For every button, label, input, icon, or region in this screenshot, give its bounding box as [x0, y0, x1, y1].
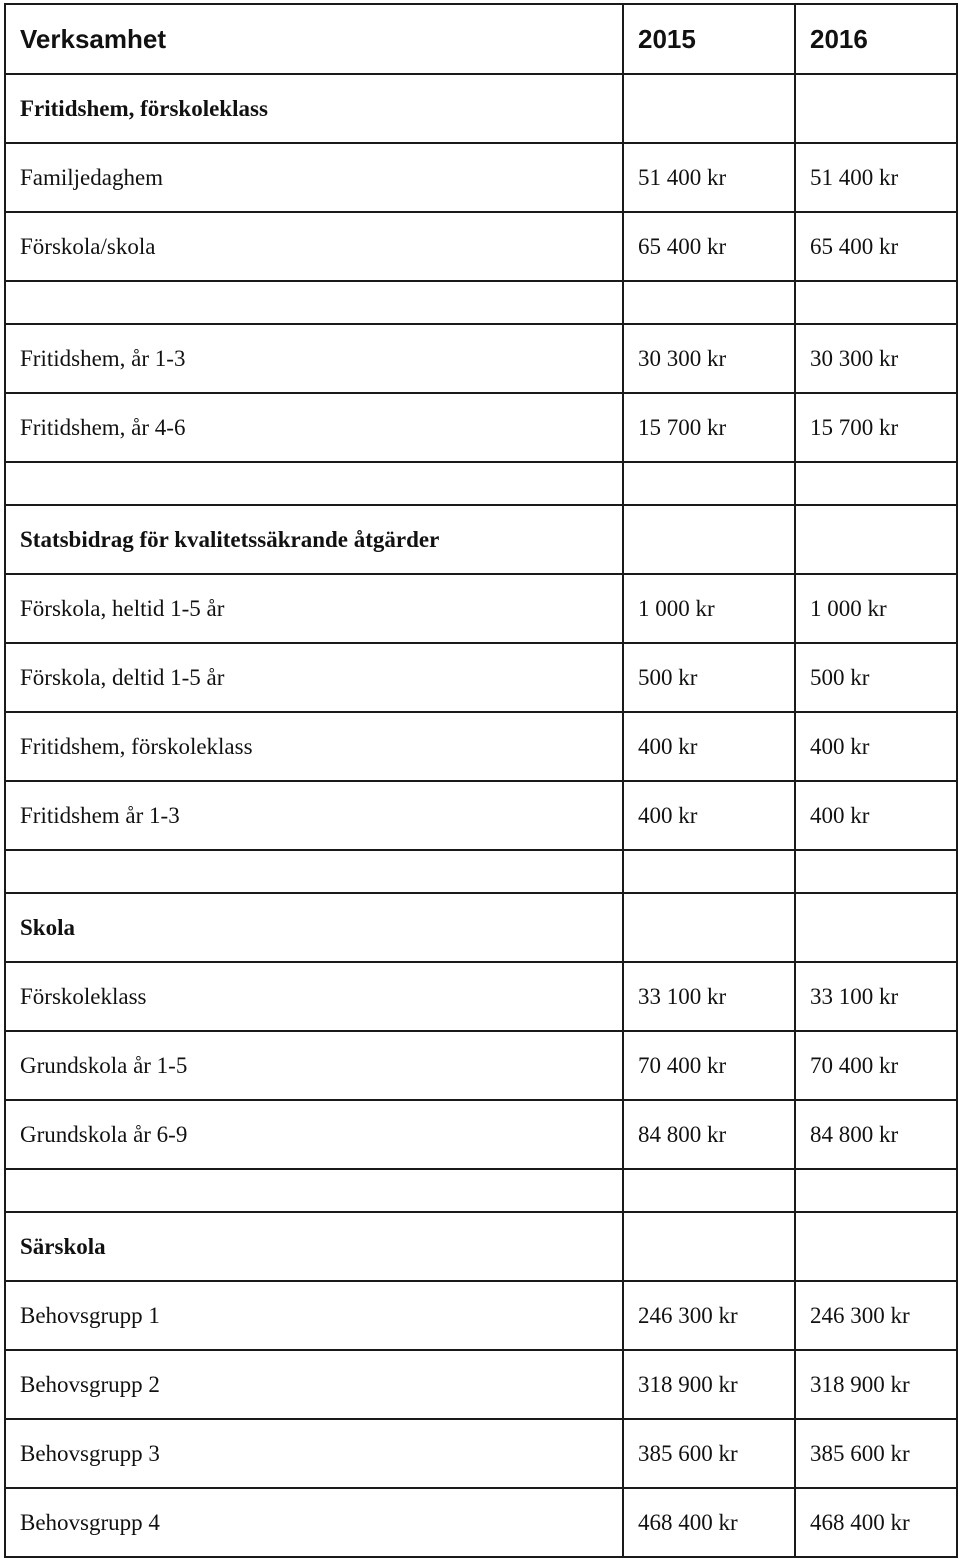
value-2016 — [795, 1212, 957, 1281]
table-row — [5, 1281, 957, 1350]
table-row — [5, 962, 957, 1031]
fee-table — [4, 3, 958, 1558]
table-row — [5, 781, 957, 850]
row-label: Grundskola år 6-9 — [5, 1100, 623, 1169]
section-title: Skola — [5, 893, 623, 962]
value-2015: 51 400 kr — [623, 143, 795, 212]
spacer-row — [5, 850, 957, 893]
spacer-row — [5, 462, 957, 505]
value-2015 — [623, 462, 795, 505]
row-label: Behovsgrupp 4 — [5, 1488, 623, 1557]
value-2016 — [795, 281, 957, 324]
value-2016: 500 kr — [795, 643, 957, 712]
value-2015: 30 300 kr — [623, 324, 795, 393]
table-row — [5, 212, 957, 281]
table-row — [5, 1100, 957, 1169]
value-2016: 30 300 kr — [795, 324, 957, 393]
header-year-2015: 2015 — [623, 4, 795, 74]
section-title: Fritidshem, förskoleklass — [5, 74, 623, 143]
value-2016 — [795, 893, 957, 962]
section-row — [5, 505, 957, 574]
value-2016 — [795, 74, 957, 143]
value-2015: 500 kr — [623, 643, 795, 712]
section-title: Särskola — [5, 1212, 623, 1281]
value-2015: 70 400 kr — [623, 1031, 795, 1100]
value-2015: 246 300 kr — [623, 1281, 795, 1350]
value-2016 — [795, 850, 957, 893]
value-2016: 51 400 kr — [795, 143, 957, 212]
value-2016: 1 000 kr — [795, 574, 957, 643]
row-label — [5, 462, 623, 505]
row-label: Behovsgrupp 2 — [5, 1350, 623, 1419]
value-2016: 33 100 kr — [795, 962, 957, 1031]
value-2015 — [623, 893, 795, 962]
row-label: Fritidshem år 1-3 — [5, 781, 623, 850]
value-2015 — [623, 74, 795, 143]
value-2015: 400 kr — [623, 781, 795, 850]
row-label: Förskola, heltid 1-5 år — [5, 574, 623, 643]
value-2016: 15 700 kr — [795, 393, 957, 462]
row-label: Förskola/skola — [5, 212, 623, 281]
row-label: Fritidshem, år 4-6 — [5, 393, 623, 462]
row-label: Behovsgrupp 3 — [5, 1419, 623, 1488]
table-row — [5, 1488, 957, 1557]
value-2015 — [623, 1169, 795, 1212]
fee-table-body — [5, 4, 957, 1557]
table-row — [5, 1350, 957, 1419]
value-2016: 70 400 kr — [795, 1031, 957, 1100]
spacer-row — [5, 281, 957, 324]
value-2016: 318 900 kr — [795, 1350, 957, 1419]
section-row — [5, 893, 957, 962]
table-row — [5, 393, 957, 462]
table-row — [5, 324, 957, 393]
row-label: Fritidshem, år 1-3 — [5, 324, 623, 393]
header-year-2016: 2016 — [795, 4, 957, 74]
value-2016 — [795, 462, 957, 505]
value-2015: 318 900 kr — [623, 1350, 795, 1419]
value-2015: 84 800 kr — [623, 1100, 795, 1169]
spacer-row — [5, 1169, 957, 1212]
header-verksamhet: Verksamhet — [5, 4, 623, 74]
table-row — [5, 1031, 957, 1100]
value-2015: 400 kr — [623, 712, 795, 781]
value-2015: 33 100 kr — [623, 962, 795, 1031]
value-2016 — [795, 505, 957, 574]
table-row — [5, 643, 957, 712]
value-2016: 84 800 kr — [795, 1100, 957, 1169]
value-2015 — [623, 1212, 795, 1281]
section-row — [5, 1212, 957, 1281]
value-2015: 385 600 kr — [623, 1419, 795, 1488]
value-2016 — [795, 1169, 957, 1212]
table-header-row — [5, 4, 957, 74]
value-2015: 1 000 kr — [623, 574, 795, 643]
row-label: Fritidshem, förskoleklass — [5, 712, 623, 781]
value-2015 — [623, 505, 795, 574]
table-row — [5, 143, 957, 212]
value-2016: 65 400 kr — [795, 212, 957, 281]
section-row — [5, 74, 957, 143]
value-2016: 246 300 kr — [795, 1281, 957, 1350]
value-2015: 15 700 kr — [623, 393, 795, 462]
value-2016: 468 400 kr — [795, 1488, 957, 1557]
row-label: Familjedaghem — [5, 143, 623, 212]
table-row — [5, 712, 957, 781]
value-2015: 468 400 kr — [623, 1488, 795, 1557]
row-label: Behovsgrupp 1 — [5, 1281, 623, 1350]
value-2016: 385 600 kr — [795, 1419, 957, 1488]
row-label — [5, 281, 623, 324]
table-row — [5, 1419, 957, 1488]
row-label: Förskoleklass — [5, 962, 623, 1031]
row-label — [5, 1169, 623, 1212]
row-label: Grundskola år 1-5 — [5, 1031, 623, 1100]
section-title: Statsbidrag för kvalitetssäkrande åtgärder — [5, 505, 623, 574]
value-2016: 400 kr — [795, 781, 957, 850]
value-2015 — [623, 281, 795, 324]
row-label — [5, 850, 623, 893]
value-2016: 400 kr — [795, 712, 957, 781]
row-label: Förskola, deltid 1-5 år — [5, 643, 623, 712]
table-row — [5, 574, 957, 643]
value-2015: 65 400 kr — [623, 212, 795, 281]
value-2015 — [623, 850, 795, 893]
